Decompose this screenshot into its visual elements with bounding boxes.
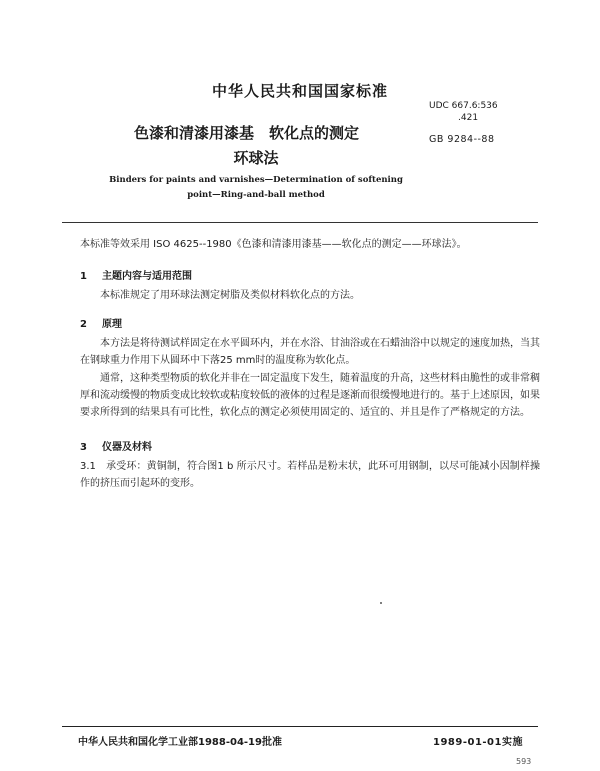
section-2-paragraph-1: 本方法是将待测试样固定在水平圆环内，并在水浴、甘油浴或在石蜡油浴中以规定的速度加热，当其在钢球重力作用下从圆环中下落25 mm时的温度称为软化点。 — [80, 338, 540, 366]
intro-paragraph: 本标准等效采用 ISO 4625--1980《色漆和清漆用漆基——软化点的测定——环球法》。 — [80, 239, 467, 250]
section-title: 仪器及材料 — [102, 442, 152, 453]
title-english-line1: Binders for paints and varnishes—Determination of softening — [109, 175, 403, 185]
section-number: 2 — [80, 319, 87, 330]
udc-code: UDC 667.6:536 — [429, 101, 498, 111]
section-3-1-text: 3.1 承受环：黄铜制，符合图1 b 所示尺寸。若样品是粉末状，此环可用钢制，以尽可能减小因制样操作的挤压而引起环的变形。 — [80, 461, 540, 489]
title-chinese-line2: 环球法 — [233, 149, 279, 167]
section-1-text: 本标准规定了用环球法测定树脂及类似材料软化点的方法。 — [100, 290, 360, 301]
title-chinese-line1: 色漆和清漆用漆基 软化点的测定 — [134, 124, 360, 142]
section-title: 主题内容与适用范围 — [102, 271, 192, 282]
national-standard-heading: 中华人民共和国国家标准 — [211, 82, 388, 100]
header-divider — [62, 222, 538, 223]
implementation-date: 1989-01-01实施 — [433, 737, 523, 748]
title-english-line2: point—Ring-and-ball method — [187, 190, 325, 200]
section-1-heading — [80, 267, 192, 282]
section-number: 3 — [80, 442, 87, 453]
section-number: 1 — [80, 271, 87, 282]
approval-note: 中华人民共和国化学工业部1988-04-19批准 — [78, 737, 282, 748]
section-2-heading — [80, 315, 122, 330]
footer-divider — [62, 726, 538, 727]
section-title: 原理 — [102, 319, 122, 330]
section-2-paragraph-2: 通常，这种类型物质的软化并非在一固定温度下发生，随着温度的升高，这些材料由脆性的或非常稠厚和流动缓慢的物质变成比较软或粘度较低的液体的过程是逐渐而很缓慢地进行的。基于上述原因，如果要求所得到的结果具有可比性，软化点的测定必须使用固定的、适宜的、并且是作了严格规定的方法。 — [80, 373, 540, 418]
udc-code-cont: .421 — [458, 113, 479, 123]
scan-speck — [380, 602, 382, 604]
page-number: 593 — [516, 757, 532, 766]
gb-number: GB 9284--88 — [429, 134, 495, 145]
section-3-heading — [80, 438, 152, 453]
